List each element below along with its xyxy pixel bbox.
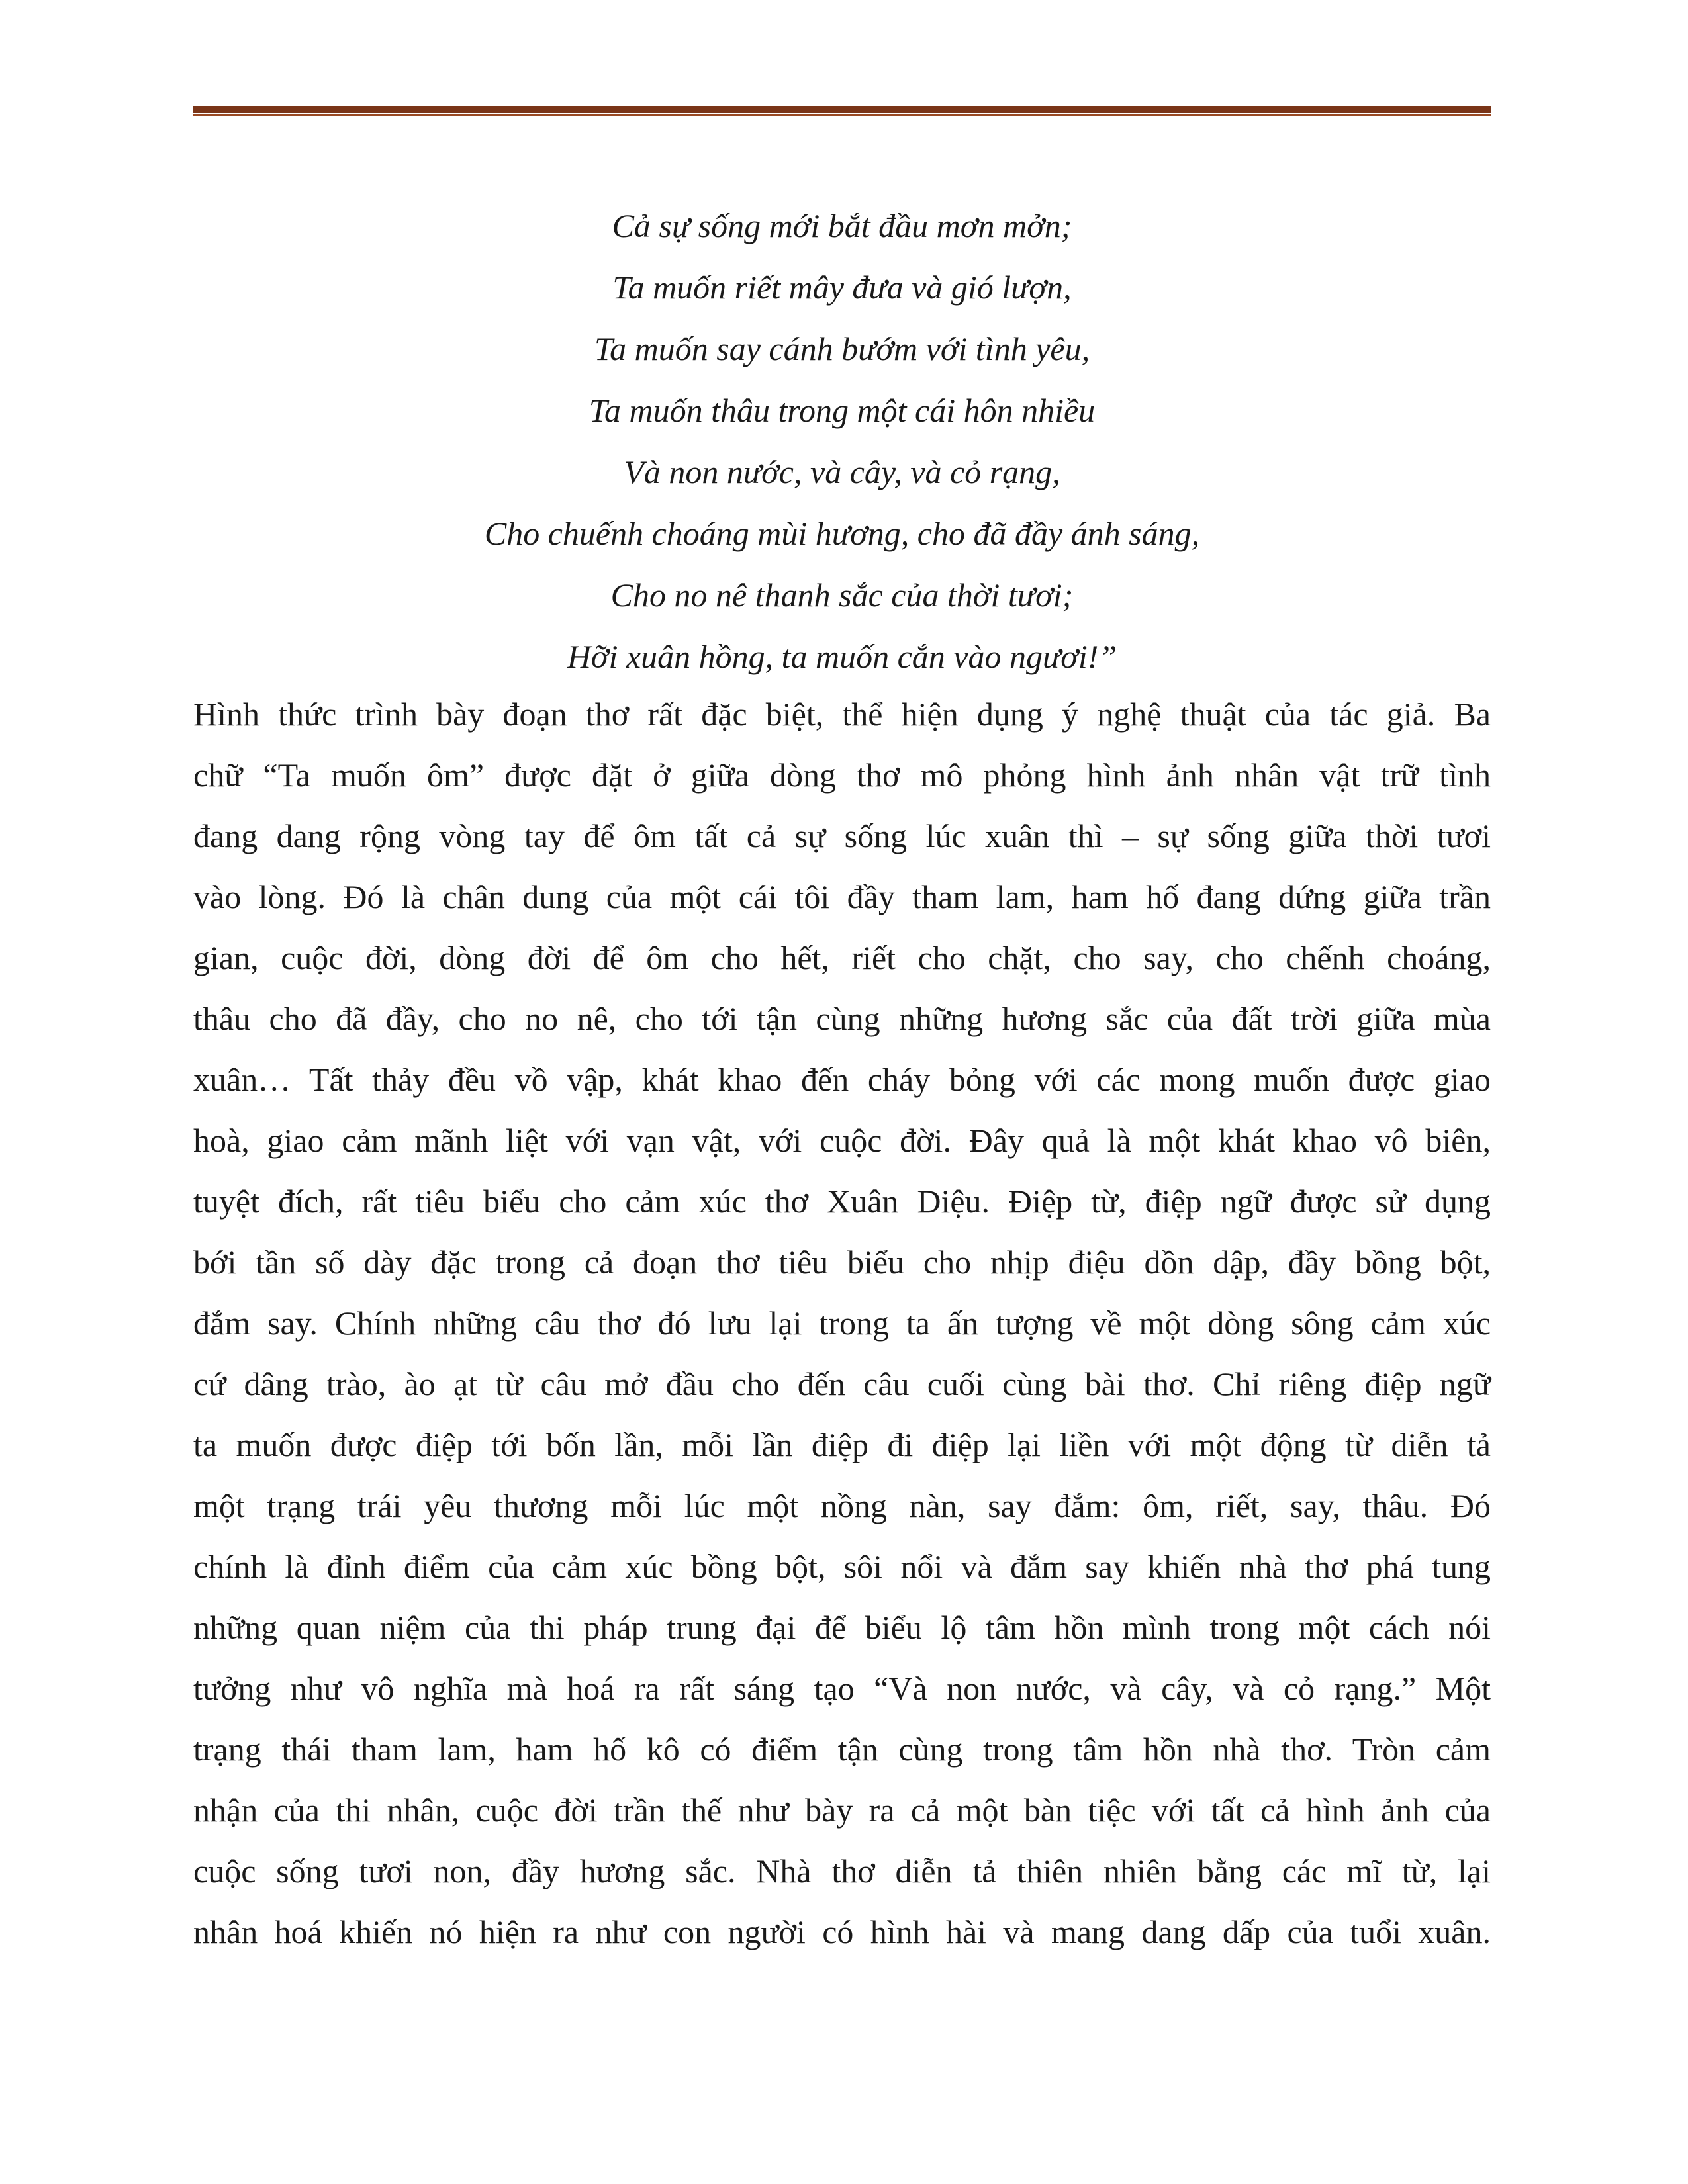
paragraph-line: ta muốn được điệp tới bốn lần, mỗi lần điệp đi điệp lại liền với một động từ diễn tả	[193, 1426, 1491, 1463]
paragraph-line: tưởng như vô nghĩa mà hoá ra rất sáng tạo “Và non nước, và cây, và cỏ rạng.” Một	[193, 1670, 1491, 1707]
paragraph-line: tuyệt đích, rất tiêu biểu cho cảm xúc thơ Xuân Diệu. Điệp từ, điệp ngữ được sử dụng	[193, 1183, 1491, 1220]
header-rule-thin	[193, 114, 1491, 116]
paragraph-line: nhận của thi nhân, cuộc đời trần thế như bày ra cả một bàn tiệc với tất cả hình ảnh của	[193, 1792, 1491, 1829]
paragraph-line: nhân hoá khiến nó hiện ra như con người có hình hài và mang dang dấp của tuổi xuân.	[193, 1913, 1491, 1950]
poem-excerpt	[193, 195, 1491, 688]
poem-line: Cả sự sống mới bắt đầu mơn mởn;	[612, 207, 1072, 244]
paragraph-line: chữ “Ta muốn ôm” được đặt ở giữa dòng thơ mô phỏng hình ảnh nhân vật trữ tình	[193, 756, 1491, 794]
paragraph-line: Hình thức trình bày đoạn thơ rất đặc biệt, thể hiện dụng ý nghệ thuật của tác giả. Ba	[193, 696, 1491, 733]
poem-line: Hỡi xuân hồng, ta muốn cắn vào ngươi!”	[567, 638, 1117, 675]
paragraph-line: cuộc sống tươi non, đầy hương sắc. Nhà thơ diễn tả thiên nhiên bằng các mĩ từ, lại	[193, 1852, 1491, 1889]
poem-line: Ta muốn thâu trong một cái hôn nhiều	[588, 392, 1096, 429]
paragraph-line: xuân… Tất thảy đều vồ vập, khát khao đến cháy bỏng với các mong muốn được giao	[193, 1061, 1491, 1098]
poem-line: Ta muốn riết mây đưa và gió lượn,	[612, 269, 1072, 306]
poem-line: Cho chuếnh choáng mùi hương, cho đã đầy ánh sáng,	[484, 515, 1200, 552]
poem-line: Ta muốn say cánh bướm với tình yêu,	[594, 330, 1090, 367]
header-rule	[193, 106, 1491, 118]
header-rule-thick	[193, 106, 1491, 113]
poem-line: Và non nước, và cây, và cỏ rạng,	[624, 453, 1060, 490]
paragraph-line: chính là đỉnh điểm của cảm xúc bồng bột, sôi nổi và đắm say khiến nhà thơ phá tung	[193, 1548, 1491, 1585]
paragraph-line: cứ dâng trào, ào ạt từ câu mở đầu cho đến câu cuối cùng bài thơ. Chỉ riêng điệp ngữ	[193, 1365, 1491, 1402]
paragraph-line: một trạng trái yêu thương mỗi lúc một nồng nàn, say đắm: ôm, riết, say, thâu. Đó	[193, 1487, 1491, 1524]
paragraph-line: đắm say. Chính những câu thơ đó lưu lại trong ta ấn tượng về một dòng sông cảm xúc	[193, 1304, 1491, 1342]
paragraph-line: gian, cuộc đời, dòng đời để ôm cho hết, riết cho chặt, cho say, cho chếnh choáng,	[193, 939, 1491, 976]
paragraph-line: hoà, giao cảm mãnh liệt với vạn vật, với cuộc đời. Đây quả là một khát khao vô biên,	[193, 1122, 1491, 1159]
paragraph-line: đang dang rộng vòng tay để ôm tất cả sự sống lúc xuân thì – sự sống giữa thời tươi	[193, 817, 1491, 854]
paragraph-line: thâu cho đã đầy, cho no nê, cho tới tận cùng những hương sắc của đất trời giữa mùa	[193, 1000, 1491, 1037]
analysis-paragraph	[193, 684, 1491, 1962]
paragraph-line: những quan niệm của thi pháp trung đại để biểu lộ tâm hồn mình trong một cách nói	[193, 1609, 1491, 1646]
paragraph-line: trạng thái tham lam, ham hố kô có điểm tận cùng trong tâm hồn nhà thơ. Tròn cảm	[193, 1731, 1491, 1768]
paragraph-line: vào lòng. Đó là chân dung của một cái tôi đầy tham lam, ham hố đang dứng giữa trần	[193, 878, 1491, 915]
paragraph-line: bới tần số dày đặc trong cả đoạn thơ tiêu biểu cho nhịp điệu dồn dập, đầy bồng bột,	[193, 1244, 1491, 1281]
poem-line: Cho no nê thanh sắc của thời tươi;	[610, 576, 1074, 614]
